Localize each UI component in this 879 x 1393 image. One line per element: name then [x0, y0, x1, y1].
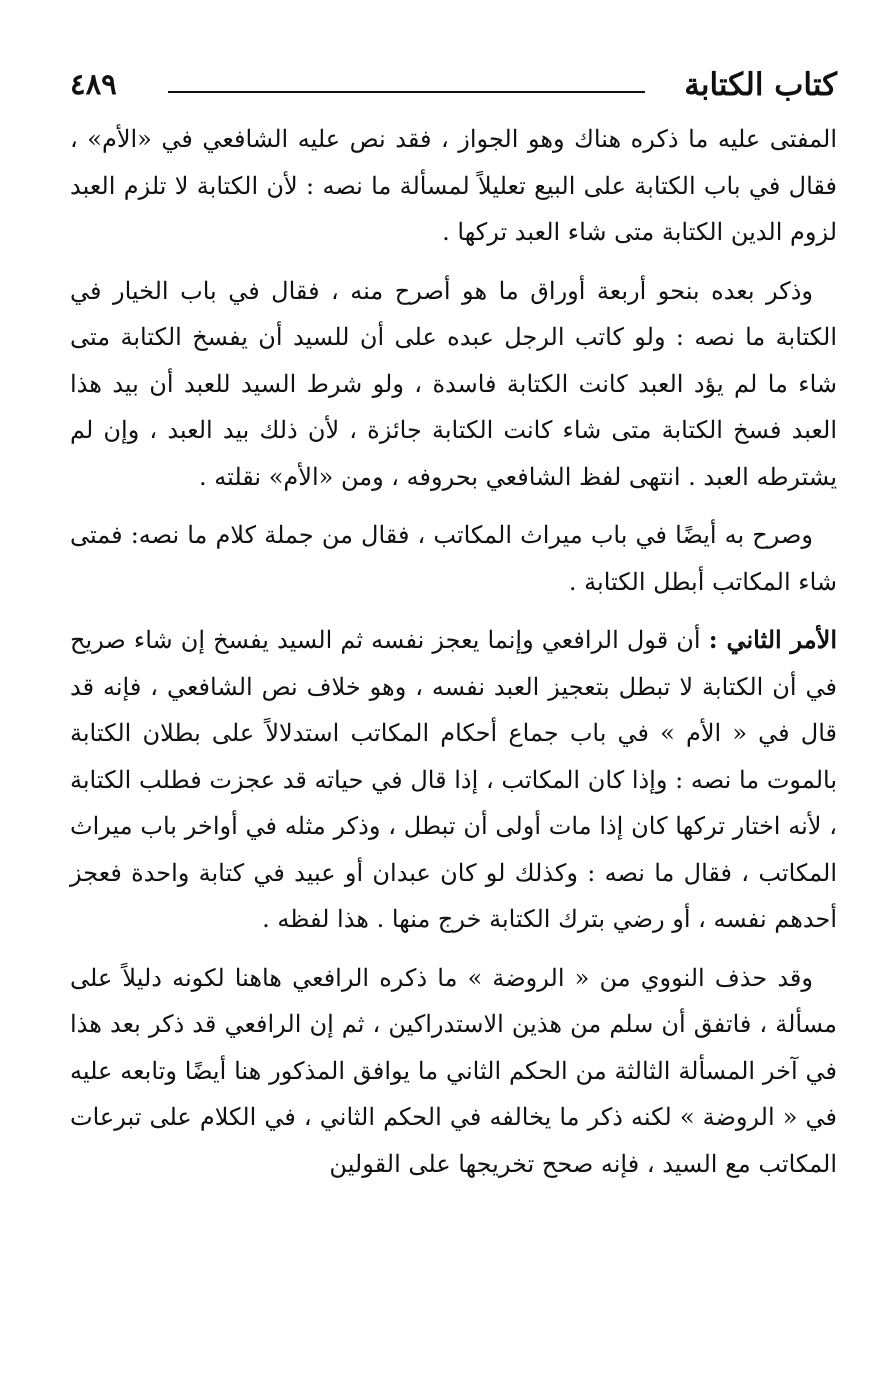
- paragraph-4: [70, 617, 837, 943]
- paragraph-2: [70, 268, 837, 501]
- paragraph-3: [70, 512, 837, 605]
- paragraph-2-text: وذكر بعده بنحو أربعة أوراق ما هو أصرح منه ، فقال في باب الخيار في الكتابة ما نصه : ولو كاتب الرجل عبده على أن للسيد أن يفسخ الكتابة متى شاء ما لم يؤد العبد كانت الكتابة فاسدة ، ولو شرط السيد للعبد أن بيد هذا العبد فسخ الكتابة متى شاء كانت الكتابة جائزة ، لأن ذلك بيد العبد ، وإن لم يشترطه العبد . انتهى لفظ الشافعي بحروفه ، ومن «الأم» نقلته .: [70, 276, 837, 491]
- body-text: [70, 116, 837, 1187]
- paragraph-1-text: المفتى عليه ما ذكره هناك وهو الجواز ، فقد نص عليه الشافعي في «الأم» ، فقال في باب الكتابة على البيع تعليلاً لمسألة ما نصه : لأن الكتابة لا تلزم العبد لزوم الدين الكتابة متى شاء العبد تركها .: [70, 125, 837, 246]
- paragraph-5: [70, 955, 837, 1188]
- paragraph-4-text: أن قول الرافعي وإنما يعجز نفسه ثم السيد يفسخ إن شاء صريح في أن الكتابة لا تبطل بتعجيز العبد نفسه ، وهو خلاف نص الشافعي ، فإنه قد قال في « الأم » في باب جماع أحكام المكاتب استدلالاً على بطلان الكتابة بالموت ما نصه : وإذا كان المكاتب ، إذا قال في حياته قد عجزت فطلب الكتابة ، لأنه اختار تركها كان إذا مات أولى أن تبطل ، وذكر مثله في أواخر باب ميراث المكاتب ، فقال ما نصه : وكذلك لو كان عبدان أو عبيد في كتابة واحدة فعجز أحدهم نفسه ، أو رضي بترك الكتابة خرج منها . هذا لفظه .: [70, 626, 838, 933]
- paragraph-1: [70, 116, 837, 256]
- book-page: [70, 60, 837, 1353]
- page-number: ٤٨٩: [70, 67, 117, 101]
- page-header: [70, 60, 837, 116]
- header-rule: [168, 91, 645, 93]
- paragraph-3-text: وصرح به أيضًا في باب ميراث المكاتب ، فقال من جملة كلام ما نصه: فمتى شاء المكاتب أبطل الكتابة .: [70, 521, 837, 596]
- paragraph-4-lead: الأمر الثاني :: [708, 625, 837, 654]
- running-title: كتاب الكتابة: [684, 67, 837, 103]
- paragraph-5-text: وقد حذف النووي من « الروضة » ما ذكره الرافعي هاهنا لكونه دليلاً على مسألة ، فاتفق أن سلم من هذين الاستدراكين ، ثم إن الرافعي قد ذكر بعد هذا في آخر المسألة الثالثة من الحكم الثاني ما يوافق المذكور هنا أيضًا وتابعه عليه في « الروضة » لكنه ذكر ما يخالفه في الحكم الثاني ، في الكلام على تبرعات المكاتب مع السيد ، فإنه صحح تخريجها على القولين: [70, 963, 837, 1178]
